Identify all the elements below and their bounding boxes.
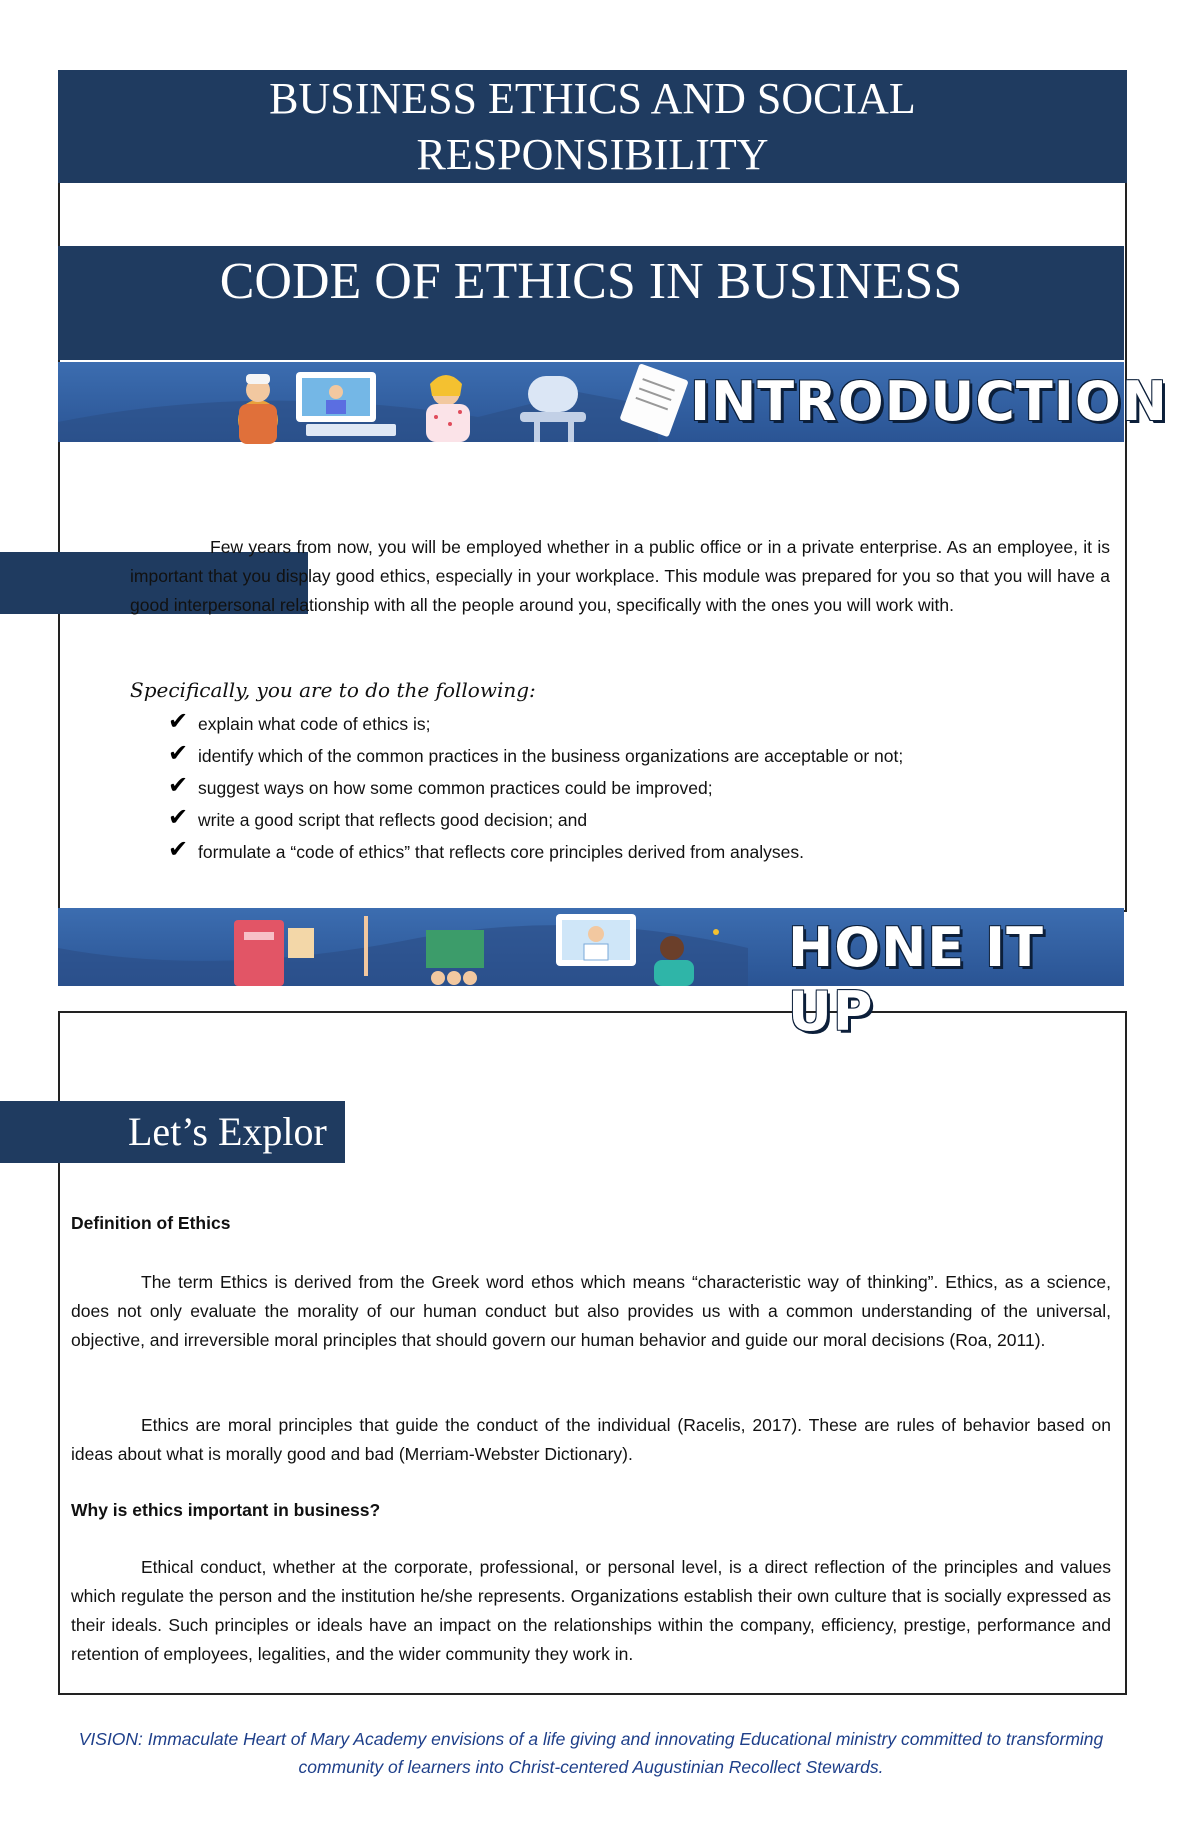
checkmark-icon: ✔ bbox=[168, 804, 189, 831]
intro-paragraph bbox=[130, 533, 1110, 620]
vision-statement bbox=[58, 1725, 1124, 1781]
checkmark-icon: ✔ bbox=[168, 836, 189, 863]
list-item bbox=[168, 836, 1118, 868]
hone-it-up-banner bbox=[58, 908, 1124, 1043]
explore-tab-label: Let’s Explor bbox=[128, 1109, 327, 1154]
objective-text: write a good script that reflects good decision; and bbox=[198, 810, 588, 830]
definition-paragraph-1-text: The term Ethics is derived from the Greek word ethos which means “characteristic way of thinking”. Ethics, as a science, does not only evaluate the morality of our human conduct but also provides us with a common understanding of the universal, objective, and irreversible moral principles that should govern our human behavior and guide our moral decisions (Roa, 2011). bbox=[71, 1272, 1111, 1350]
why-heading bbox=[71, 1500, 380, 1521]
checkmark-icon: ✔ bbox=[168, 772, 189, 799]
definition-paragraph-2-text: Ethics are moral principles that guide the conduct of the individual (Racelis, 2017). These are rules of behavior based on ideas about what is morally good and bad (Merriam-Webster Dictionary). bbox=[71, 1415, 1111, 1464]
objective-text: suggest ways on how some common practices could be improved; bbox=[198, 778, 713, 798]
explore-tab bbox=[0, 1101, 345, 1163]
objectives-heading-text: Specifically, you are to do the following: bbox=[130, 678, 536, 702]
why-paragraph-text: Ethical conduct, whether at the corporate, professional, or personal level, is a direct reflection of the principles and values which regulate the person and the institution he/she represents. Organizations establish their own culture that is socially expressed as their ideals. Such principles or ideals have an impact on the relationships within the company, efficiency, prestige, performance and retention of employees, legalities, and the wider community they work in. bbox=[71, 1557, 1111, 1664]
definition-heading bbox=[71, 1213, 230, 1234]
document-title-text: BUSINESS ETHICS AND SOCIAL RESPONSIBILITY bbox=[269, 73, 916, 179]
objectives-list bbox=[168, 708, 1118, 868]
module-title-text: CODE OF ETHICS IN BUSINESS bbox=[219, 253, 963, 310]
checkmark-icon: ✔ bbox=[168, 740, 189, 767]
objective-text: formulate a “code of ethics” that reflects core principles derived from analyses. bbox=[198, 842, 804, 862]
list-item bbox=[168, 772, 1118, 804]
list-item bbox=[168, 708, 1118, 740]
definition-paragraph-2 bbox=[71, 1411, 1111, 1469]
hone-it-up-banner-label: HONE IT UP bbox=[788, 916, 1044, 1043]
intro-illustration bbox=[58, 362, 658, 442]
introduction-banner-label: INTRODUCTION bbox=[690, 370, 1168, 433]
checkmark-icon: ✔ bbox=[168, 708, 189, 735]
objective-text: identify which of the common practices in the business organizations are acceptable or not; bbox=[198, 746, 904, 766]
module-title bbox=[58, 246, 1124, 360]
definition-heading-text: Definition of Ethics bbox=[71, 1213, 231, 1233]
objective-text: explain what code of ethics is; bbox=[198, 714, 431, 734]
objectives-heading bbox=[130, 678, 536, 702]
introduction-banner bbox=[58, 362, 1168, 442]
document-title bbox=[58, 70, 1127, 183]
hone-illustration bbox=[58, 908, 748, 986]
definition-paragraph-1 bbox=[71, 1268, 1111, 1355]
list-item bbox=[168, 804, 1118, 836]
why-paragraph bbox=[71, 1553, 1111, 1669]
why-heading-text: Why is ethics important in business? bbox=[71, 1500, 381, 1520]
intro-paragraph-text: Few years from now, you will be employed whether in a public office or in a private enterprise. As an employee, it is important that you display good ethics, especially in your workplace. This module was prepared for you so that you will have a good interpersonal relationship with all the people around you, specifically with the ones you will work with. bbox=[130, 537, 1110, 615]
vision-statement-text: VISION: Immaculate Heart of Mary Academy envisions of a life giving and innovating Educational ministry committed to transforming community of learners into Christ-centered Augustinian Recollect Stewards. bbox=[78, 1729, 1104, 1777]
list-item bbox=[168, 740, 1118, 772]
